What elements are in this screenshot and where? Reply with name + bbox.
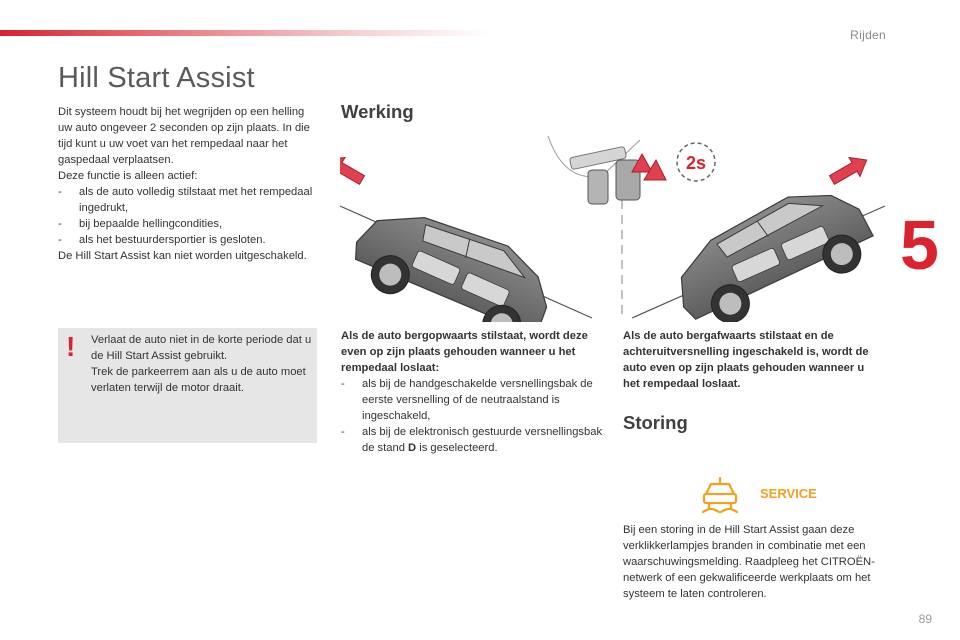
hill-start-illustration — [340, 130, 890, 322]
page-title: Hill Start Assist — [58, 62, 255, 94]
list-item: - als bij de handgeschakelde versnellingsbak de eerste versnelling of de neutraalstand is ingeschakeld, — [341, 376, 606, 424]
intro-section — [58, 104, 313, 264]
storing-text: Bij een storing in de Hill Start Assist gaan deze verklikkerlampjes branden in combinatie met een waarschuwingsmelding. Raadpleeg het CITROËN-netwerk of een gekwalificeerde werkplaats om het systeem te laten controleren. — [623, 524, 875, 600]
list-item: - bij bepaalde hellingcondities, — [58, 216, 313, 232]
downhill-lead: Als de auto bergafwaarts stilstaat en de achteruitversnelling ingeschakeld is, wordt de auto even op zijn plaats gehouden wanneer u het rempedaal loslaat. — [623, 330, 869, 390]
uphill-arrow-icon — [340, 150, 368, 189]
list-item: - als het bestuurdersportier is gesloten. — [58, 232, 313, 248]
downhill-arrow-icon — [827, 150, 873, 189]
car-downhill-icon — [660, 172, 882, 322]
storing-heading: Storing — [623, 412, 688, 433]
uphill-conditions-list — [341, 376, 606, 456]
pedals-inset-illustration — [548, 136, 666, 204]
service-warning-label: SERVICE — [760, 486, 817, 501]
chapter-number: 5 — [900, 206, 939, 284]
exclamation-icon: ! — [66, 331, 76, 362]
warning-line: Trek de parkeerrem aan als u de auto moet verlaten terwijl de motor draait. — [91, 366, 306, 394]
warning-text — [91, 332, 313, 396]
list-item — [341, 424, 606, 456]
hill-assist-fault-icon — [703, 478, 737, 512]
section-label: Rijden — [850, 28, 886, 42]
list-item-text: is geselecteerd. — [416, 442, 498, 454]
car-uphill-icon — [342, 189, 564, 322]
active-conditions-list — [58, 184, 313, 248]
timer-label: 2s — [685, 153, 707, 173]
warning-line: Verlaat de auto niet in de korte periode dat u de Hill Start Assist gebruikt. — [91, 334, 312, 362]
list-item-text: als bij de elektronisch gestuurde versnellingsbak de stand — [362, 426, 603, 454]
warning-lamps — [700, 474, 820, 514]
header-accent-bar — [0, 30, 490, 36]
uphill-description — [341, 328, 606, 456]
intro-active-lead: Deze functie is alleen actief: — [58, 170, 198, 182]
uphill-lead: Als de auto bergopwaarts stilstaat, wordt deze even op zijn plaats gehouden wanneer u het rempedaal loslaat: — [341, 330, 588, 374]
intro-note: De Hill Start Assist kan niet worden uitgeschakeld. — [58, 250, 307, 262]
page-number: 89 — [918, 612, 932, 626]
downhill-description — [623, 328, 878, 392]
timer-2s-icon — [677, 143, 715, 181]
gear-position-d: D — [408, 442, 417, 454]
werking-heading: Werking — [341, 101, 414, 122]
intro-paragraph: Dit systeem houdt bij het wegrijden op een helling uw auto ongeveer 2 seconden op zijn plaats. In die tijd kunt u uw voet van het rempedaal naar het gaspedaal verplaatsen. — [58, 106, 310, 166]
list-item: - als de auto volledig stilstaat met het rempedaal ingedrukt, — [58, 184, 313, 216]
warning-box — [58, 328, 317, 443]
